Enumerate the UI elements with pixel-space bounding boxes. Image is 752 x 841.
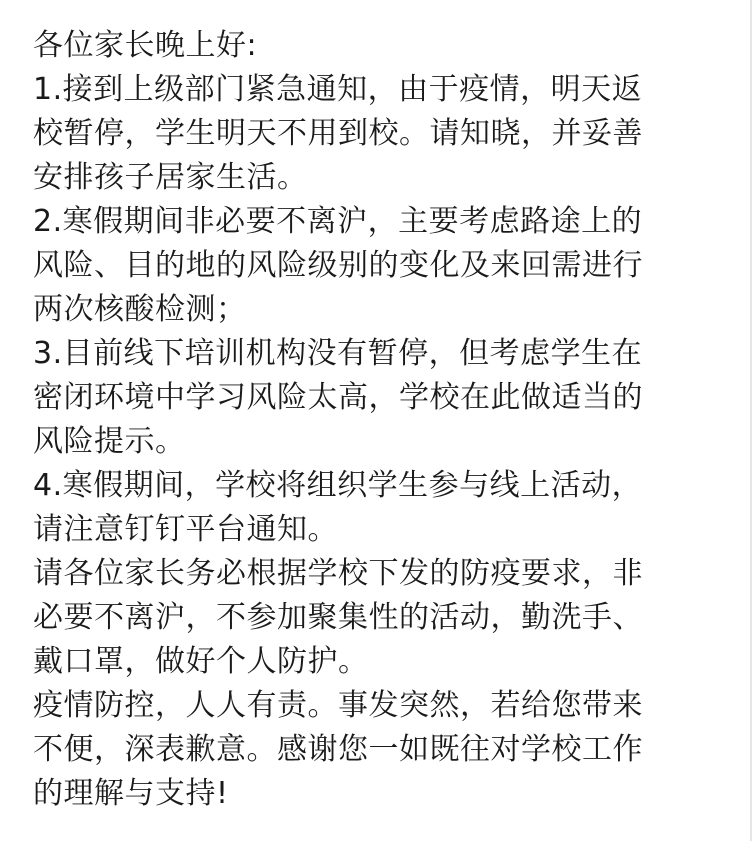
text-line: 请注意钉钉平台通知。 [33, 512, 338, 547]
text-line: 戴口罩，做好个人防护。 [33, 644, 369, 679]
text-line: 安排孩子居家生活。 [33, 160, 308, 195]
text-line: 疫情防控，人人有责。事发突然，若给您带来 [33, 688, 643, 723]
text-line: 风险提示。 [33, 424, 186, 459]
text-line: 必要不离沪，不参加聚集性的活动，勤洗手、 [33, 600, 643, 635]
text-line: 校暂停，学生明天不用到校。请知晓，并妥善 [33, 116, 643, 151]
text-line: 风险、目的地的风险级别的变化及来回需进行 [33, 248, 643, 283]
text-line: 密闭环境中学习风险太高，学校在此做适当的 [33, 380, 643, 415]
notice-text [33, 24, 733, 816]
closing-line: 的理解与支持! [33, 776, 229, 811]
text-line: 3.目前线下培训机构没有暂停，但考虑学生在 [33, 336, 643, 371]
text-line: 请各位家长务必根据学校下发的防疫要求，非 [33, 556, 643, 591]
text-line: 4.寒假期间，学校将组织学生参与线上活动， [33, 468, 643, 503]
text-line: 不便，深表歉意。感谢您一如既往对学校工作 [33, 732, 643, 767]
text-line: 2.寒假期间非必要不离沪，主要考虑路途上的 [33, 204, 643, 239]
text-line: 1.接到上级部门紧急通知，由于疫情，明天返 [33, 72, 643, 107]
text-line: 两次核酸检测； [33, 292, 247, 327]
greeting-line: 各位家长晚上好: [33, 28, 258, 63]
